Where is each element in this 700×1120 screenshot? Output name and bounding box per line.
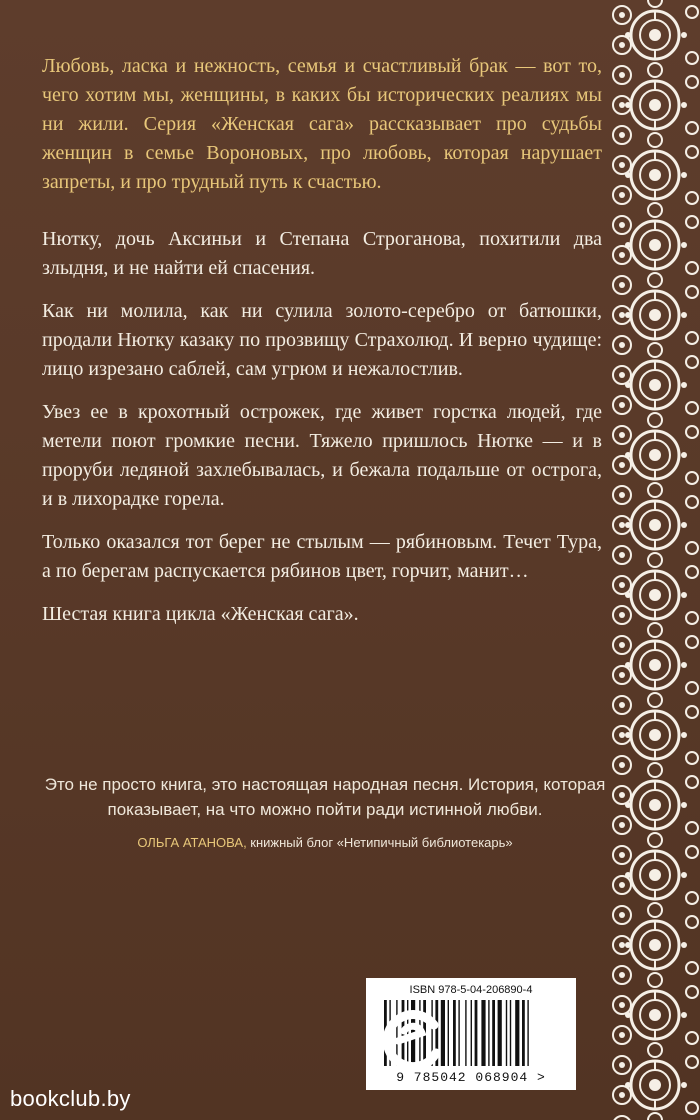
website-label: bookclub.by bbox=[10, 1086, 131, 1111]
quote-author: ОЛЬГА АТАНОВА, bbox=[137, 835, 247, 850]
quote-source: книжный блог «Нетипичный библиотекарь» bbox=[246, 835, 513, 850]
isbn-label: ISBN 978-5-04-206890-4 bbox=[409, 984, 533, 996]
paragraph-5: Шестая книга цикла «Женская сага». bbox=[42, 603, 359, 625]
eksmo-logo-icon bbox=[382, 1005, 444, 1073]
description bbox=[42, 52, 602, 643]
quote-attribution bbox=[40, 834, 610, 852]
quote-text: Это не просто книга, это настоящая народная песня. История, которая показывает, на что можно пойти ради истинной любви. bbox=[44, 775, 606, 819]
review-quote bbox=[40, 772, 610, 852]
barcode-digits: 9 785042 068904 > bbox=[396, 1070, 546, 1085]
paragraph-3: Увез ее в крохотный острожек, где живет горстка людей, где метели поют громкие песни. Тяжело пришлось Нютке — и в проруби ледяной захлебывалась, и бежала подальше от острога, и в лихорадке горела. bbox=[42, 401, 602, 510]
series-intro: Любовь, ласка и нежность, семья и счастливый брак — вот то, чего хотим мы, женщины, в каких бы исторических реалиях мы ни жили. Серия «Женская сага» рассказывает про судьбы женщин в семье Вороновых, про любовь, которая нарушает запреты, и про трудный путь к счастью. bbox=[42, 55, 602, 193]
lace-border bbox=[610, 0, 700, 1120]
paragraph-1: Нютку, дочь Аксиньи и Степана Строганова, похитили два злыдня, и не найти ей спасения. bbox=[42, 228, 602, 279]
paragraph-2: Как ни молила, как ни сулила золото-серебро от батюшки, продали Нютку казаку по прозвищу Страхолюд. И верно чудище: лицо изрезано саблей, сам угрюм и нежалостлив. bbox=[42, 300, 602, 380]
paragraph-4: Только оказался тот берег не стылым — рябиновым. Течет Тура, а по берегам распускается рябинов цвет, горчит, манит… bbox=[42, 531, 602, 582]
